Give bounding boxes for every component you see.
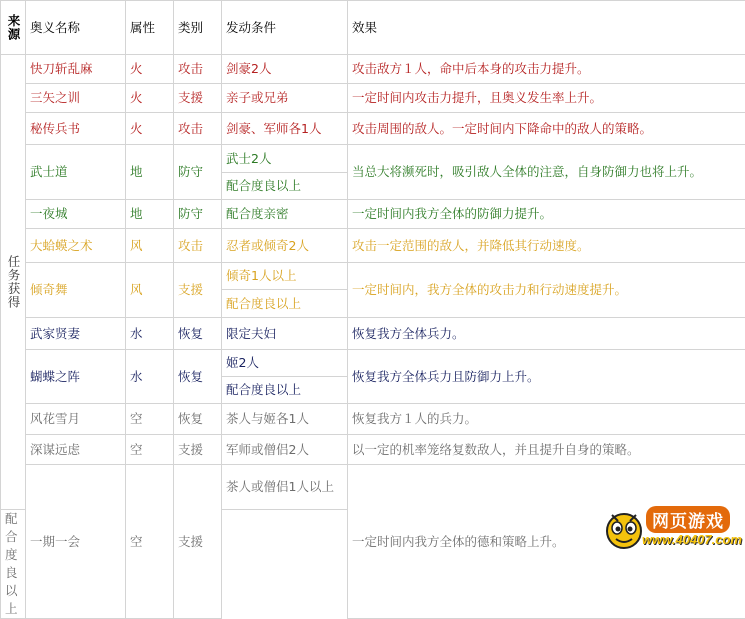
skill-effect: 一定时间内我方全体的德和策略上升。 (348, 465, 745, 619)
skill-category: 攻击 (174, 55, 222, 84)
skill-condition: 配合度良以上 (1, 510, 26, 619)
skill-condition: 剑豪2人 (222, 55, 348, 84)
skill-category: 防守 (174, 145, 222, 200)
skill-attribute: 风 (126, 263, 174, 318)
logo-url: www.40407.com (642, 532, 742, 547)
table-row (1, 145, 745, 173)
skill-category: 恢复 (174, 404, 222, 435)
skill-effect: 一定时间内，我方全体的攻击力和行动速度提升。 (348, 263, 745, 318)
skill-category: 支援 (174, 263, 222, 318)
table-row (1, 350, 745, 377)
skill-condition: 剑豪、军师各1人 (222, 113, 348, 145)
skill-name: 大蛤蟆之术 (26, 229, 126, 263)
skill-attribute: 地 (126, 200, 174, 229)
skill-condition: 武士2人 (222, 145, 348, 173)
skill-name: 三矢之训 (26, 84, 126, 113)
skill-effect: 恢复我方全体兵力。 (348, 318, 745, 350)
skill-category: 攻击 (174, 229, 222, 263)
skill-category: 恢复 (174, 318, 222, 350)
skill-attribute: 地 (126, 145, 174, 200)
table-row (1, 435, 745, 465)
skill-name: 秘传兵书 (26, 113, 126, 145)
skill-name: 风花雪月 (26, 404, 126, 435)
skill-attribute: 火 (126, 55, 174, 84)
header-name: 奥义名称 (26, 1, 126, 55)
skill-effect: 一定时间内攻击力提升，且奥义发生率上升。 (348, 84, 745, 113)
skill-name: 快刀斩乱麻 (26, 55, 126, 84)
skill-condition: 军师或僧侣2人 (222, 435, 348, 465)
skill-attribute: 空 (126, 435, 174, 465)
skill-condition: 配合度良以上 (222, 377, 348, 404)
table-row (1, 55, 745, 84)
source-cell: 任务获得 (1, 55, 26, 510)
skill-name: 深谋远虑 (26, 435, 126, 465)
mascot-icon (604, 507, 644, 551)
skill-condition: 限定夫妇 (222, 318, 348, 350)
skill-condition: 茶人与姬各1人 (222, 404, 348, 435)
header-category: 类别 (174, 1, 222, 55)
table-row (1, 263, 745, 290)
skill-effect: 以一定的机率笼络复数敌人，并且提升自身的策略。 (348, 435, 745, 465)
skill-category: 支援 (174, 435, 222, 465)
skill-condition: 配合度良以上 (222, 173, 348, 200)
skill-attribute: 水 (126, 318, 174, 350)
header-condition: 发动条件 (222, 1, 348, 55)
header-row (1, 1, 745, 55)
skill-effect: 当总大将濒死时，吸引敌人全体的注意，自身防御力也将上升。 (348, 145, 745, 200)
skill-condition: 茶人或僧侣1人以上 (222, 465, 348, 510)
skill-category: 支援 (174, 465, 222, 619)
skill-category: 恢复 (174, 350, 222, 404)
header-source: 来源 (1, 1, 26, 55)
table-row (1, 229, 745, 263)
skill-attribute: 水 (126, 350, 174, 404)
skill-attribute: 空 (126, 465, 174, 619)
skill-attribute: 空 (126, 404, 174, 435)
skill-effect: 攻击周围的敌人。一定时间内下降命中的敌人的策略。 (348, 113, 745, 145)
skill-effect: 一定时间内我方全体的防御力提升。 (348, 200, 745, 229)
table-row (1, 318, 745, 350)
skill-condition: 配合度亲密 (222, 200, 348, 229)
skill-condition: 姬2人 (222, 350, 348, 377)
table-row (1, 404, 745, 435)
skill-name: 一夜城 (26, 200, 126, 229)
table-row (1, 113, 745, 145)
table-row (1, 200, 745, 229)
skill-name: 武士道 (26, 145, 126, 200)
skill-category: 攻击 (174, 113, 222, 145)
table-row (1, 84, 745, 113)
header-attribute: 属性 (126, 1, 174, 55)
skill-condition: 倾奇1人以上 (222, 263, 348, 290)
skill-effect: 攻击一定范围的敌人，并降低其行动速度。 (348, 229, 745, 263)
skill-category: 防守 (174, 200, 222, 229)
logo-name: 网页游戏 (646, 506, 730, 533)
skill-name: 倾奇舞 (26, 263, 126, 318)
skill-name: 一期一会 (26, 465, 126, 619)
skill-effect: 攻击敌方１人，命中后本身的攻击力提升。 (348, 55, 745, 84)
skill-attribute: 火 (126, 113, 174, 145)
skill-attribute: 风 (126, 229, 174, 263)
skill-condition: 亲子或兄弟 (222, 84, 348, 113)
site-logo (602, 503, 742, 555)
skill-condition: 忍者或倾奇2人 (222, 229, 348, 263)
skill-condition: 配合度良以上 (222, 290, 348, 318)
skill-effect: 恢复我方１人的兵力。 (348, 404, 745, 435)
header-effect: 效果 (348, 1, 745, 55)
skill-attribute: 火 (126, 84, 174, 113)
skill-name: 武家贤妻 (26, 318, 126, 350)
skill-effect: 恢复我方全体兵力且防御力上升。 (348, 350, 745, 404)
skill-name: 蝴蝶之阵 (26, 350, 126, 404)
skill-category: 支援 (174, 84, 222, 113)
